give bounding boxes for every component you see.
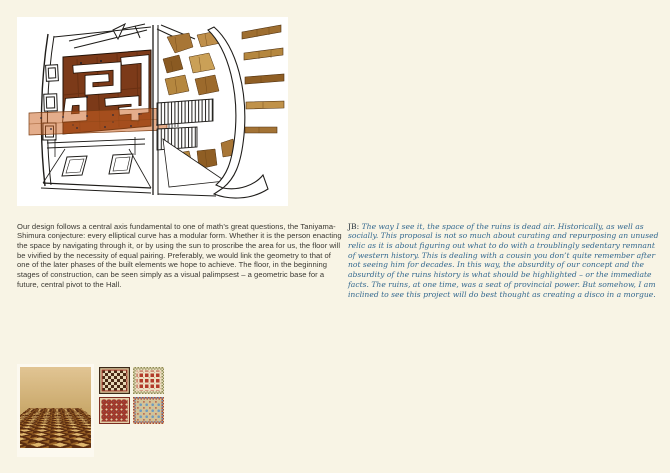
pattern-swatch-red-crosses [133,367,164,394]
pattern-swatch-red-ornate [99,397,130,424]
parquet-floor-photo-card [17,364,94,457]
photo-haze-overlay [20,367,91,412]
hall-sketch-image [17,17,288,206]
carpet-pattern-samples [99,367,165,425]
parquet-floor-photo [20,367,91,448]
cube-pattern-floor [20,408,91,448]
jb-comment-paragraph [348,222,662,300]
speaker-label: JB: [348,221,360,231]
design-statement-paragraph: Our design follows a central axis fundamental to one of math’s great questions, the Taniyama-Shimura conjecture: every elliptical curve has a modular form. Whether it is the person enacting the space by navigating through it, or by using the sun to proscribe the area for us, the floor will be vivified by the necessity of equal pairing. Preferably, we would link the geometry to that of one of the later phases of the built elements we hope to achieve. The floor, in the beginning stages of construction, can be seen simply as a visual palimpsest – a geometric base for a future, central pivot to the Hall. [17,221,342,289]
pattern-swatch-checkerboard [99,367,130,394]
hall-sketch-svg [17,17,288,206]
pattern-swatch-blue-ornate [133,397,164,424]
jb-comment-text: The way I see it, the space of the ruins is dead air. Historically, as well as socially. This proposal is not so much about curating and repurposing an unused relic as it is about figuring out what to do with a troublingly sedentary remnant of western history. This is dealing with a cousin you don’t quite remember after not seeing him for decades. In this way, the absurdity of our concept and the absurdity of the ruins history is what should be highlighted – or the immediate facts. The ruins, at one time, was a seat of provincial power. But somehow, I am inclined to see this project will do best thought as creating a disco in a morgue. [348,221,659,299]
